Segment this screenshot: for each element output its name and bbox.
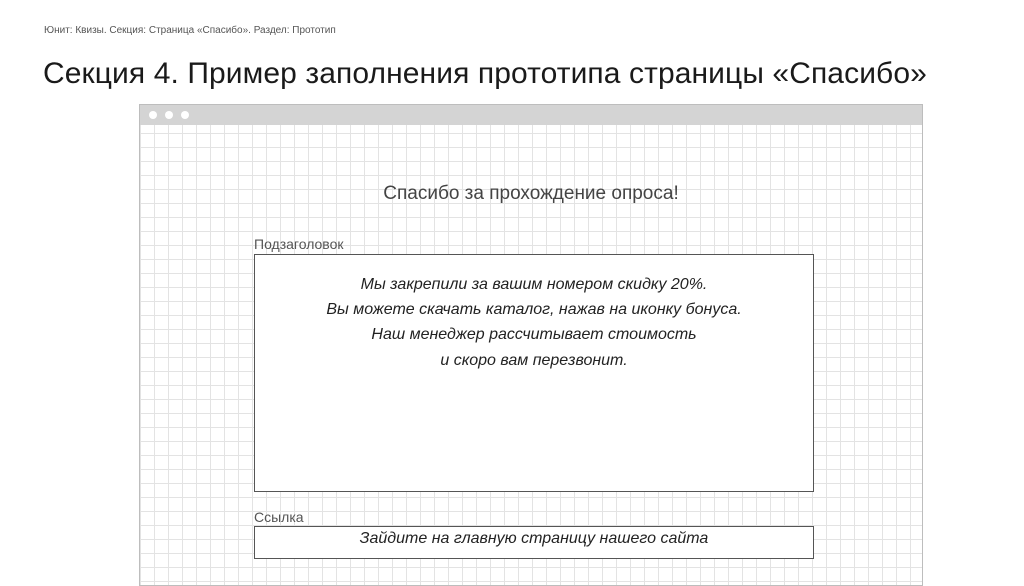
browser-wireframe bbox=[139, 104, 923, 586]
message-line: и скоро вам перезвонит. bbox=[440, 352, 628, 369]
link-label: Ссылка bbox=[254, 509, 304, 525]
message-line: Вы можете скачать каталог, нажав на иконку бонуса. bbox=[326, 301, 742, 318]
message-line: Наш менеджер рассчитывает стоимость bbox=[371, 326, 697, 343]
window-dot-icon bbox=[181, 111, 189, 119]
link-box[interactable] bbox=[254, 526, 814, 559]
page-heading: Спасибо за прохождение опроса! bbox=[383, 183, 679, 204]
subtitle-label: Подзаголовок bbox=[254, 236, 344, 252]
slide-title: Секция 4. Пример заполнения прототипа страницы «Спасибо» bbox=[43, 57, 927, 90]
breadcrumb: Юнит: Квизы. Секция: Страница «Спасибо». Раздел: Прототип bbox=[44, 25, 336, 36]
message-box bbox=[254, 254, 814, 492]
browser-title-bar bbox=[140, 105, 922, 125]
message-line: Мы закрепили за вашим номером скидку 20%. bbox=[360, 276, 708, 293]
window-dot-icon bbox=[165, 111, 173, 119]
window-dot-icon bbox=[149, 111, 157, 119]
home-page-link[interactable]: Зайдите на главную страницу нашего сайта bbox=[359, 530, 709, 547]
